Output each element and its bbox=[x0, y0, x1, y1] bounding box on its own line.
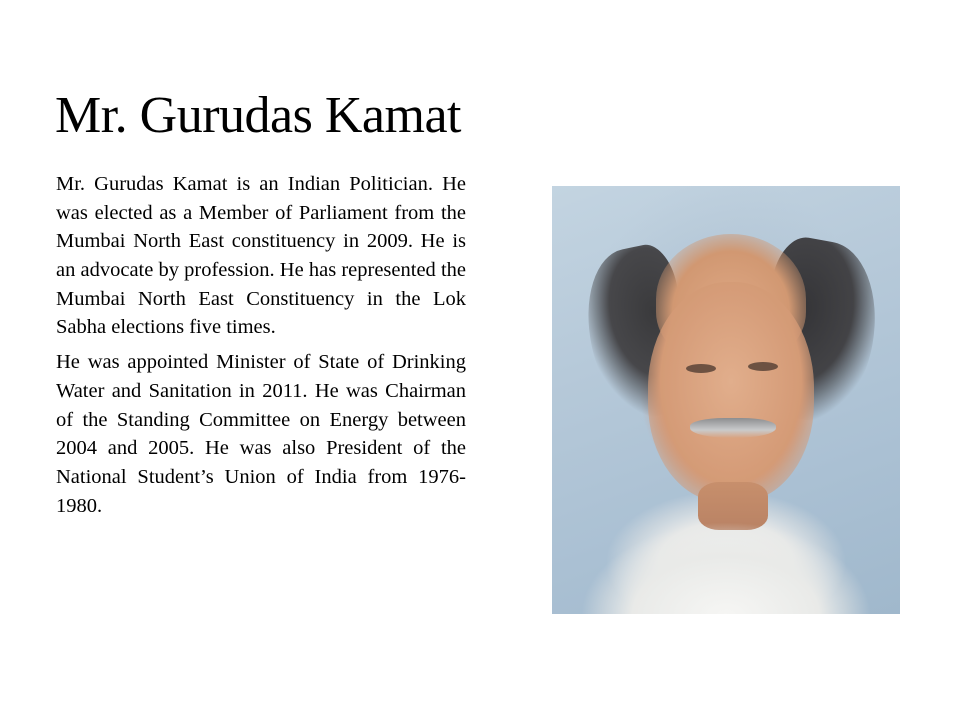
portrait-image bbox=[552, 186, 900, 614]
portrait-moustache bbox=[690, 418, 776, 438]
portrait-shirt bbox=[566, 486, 886, 614]
portrait-photo-canvas bbox=[552, 186, 900, 614]
body-text-block bbox=[56, 170, 466, 520]
paragraph-1: Mr. Gurudas Kamat is an Indian Politician. He was elected as a Member of Parliament from the Mumbai North East constituency in 2009. He is an advocate by profession. He has represented the Mumbai North East Constituency in the Lok Sabha elections five times. bbox=[56, 173, 466, 339]
portrait-eye-left bbox=[686, 364, 716, 373]
paragraph-2: He was appointed Minister of State of Drinking Water and Sanitation in 2011. He was Chairman of the Standing Committee on Energy between 2004 and 2005. He was also President of the National Student’s Union of India from 1976-1980. bbox=[56, 351, 466, 517]
portrait-eye-right bbox=[748, 362, 778, 371]
page-title: Mr. Gurudas Kamat bbox=[55, 86, 461, 144]
portrait-face bbox=[648, 282, 814, 502]
